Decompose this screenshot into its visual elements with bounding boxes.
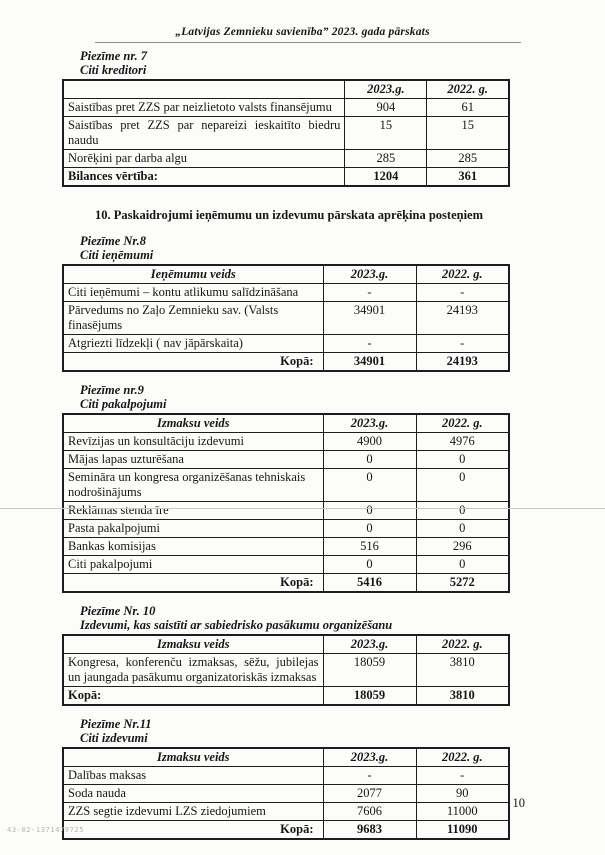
table-total-row: [63, 574, 509, 593]
table-row: [63, 520, 509, 538]
column-header-type: Izmaksu veids: [63, 635, 323, 654]
table-header-row: [63, 80, 509, 99]
note-8-title: Piezīme Nr.8: [80, 234, 146, 248]
note-7-title: Piezīme nr. 7: [80, 49, 148, 63]
row-label: Dalības maksas: [63, 767, 323, 785]
row-value: -: [323, 767, 416, 785]
row-value: -: [416, 335, 509, 353]
column-header-type: [63, 80, 345, 99]
total-value: 18059: [323, 687, 416, 706]
page-header-title: „Latvijas Zemnieku savienība” 2023. gada pārskats: [175, 26, 430, 38]
row-value: 18059: [323, 654, 416, 687]
row-label: Kongresa, konferenču izmaksas, sēžu, jubilejas un jaungada pasākumu organizatoriskās izmaksas: [63, 654, 323, 687]
row-value: 0: [416, 502, 509, 520]
table-row: [63, 150, 509, 168]
table-row: [63, 556, 509, 574]
note-7-table: [62, 79, 510, 187]
column-header-type: Ieņēmumu veids: [63, 265, 323, 284]
note-10-subtitle: Izdevumi, kas saistīti ar sabiedrisko pasākumu organizēšanu: [80, 618, 393, 632]
note-11-title: Piezīme Nr.11: [80, 717, 152, 731]
row-value: 0: [416, 520, 509, 538]
column-header-type: Izmaksu veids: [63, 748, 323, 767]
table-row: [63, 451, 509, 469]
row-value: 0: [416, 451, 509, 469]
row-value: 296: [416, 538, 509, 556]
column-header-year: 2022. g.: [427, 80, 509, 99]
row-value: 15: [427, 117, 509, 150]
column-header-year: 2023.g.: [323, 414, 416, 433]
note-8-subtitle: Citi ieņēmumi: [80, 248, 154, 262]
row-value: 11000: [416, 803, 509, 821]
column-header-year: 2022. g.: [416, 635, 509, 654]
note-8-table: [62, 264, 510, 372]
row-label: Saistības pret ZZS par neizlietoto valsts finansējumu: [63, 99, 345, 117]
row-value: 0: [416, 556, 509, 574]
table-row: [63, 502, 509, 520]
row-label: Mājas lapas uzturēšana: [63, 451, 323, 469]
note-10-block: [0, 604, 605, 706]
total-label: Kopā:: [63, 353, 323, 372]
header-divider: [95, 42, 521, 43]
table-total-row: [63, 687, 509, 706]
row-value: 4900: [323, 433, 416, 451]
row-value: -: [416, 284, 509, 302]
row-value: 2077: [323, 785, 416, 803]
table-header-row: [63, 265, 509, 284]
table-row: [63, 99, 509, 117]
column-header-year: 2022. g.: [416, 265, 509, 284]
table-total-row: [63, 353, 509, 372]
table-row: [63, 654, 509, 687]
total-value: 1204: [345, 168, 427, 187]
total-value: 361: [427, 168, 509, 187]
row-value: 15: [345, 117, 427, 150]
total-value: 11090: [416, 821, 509, 840]
table-header-row: [63, 635, 509, 654]
total-label: Bilances vērtība:: [63, 168, 345, 187]
row-value: 0: [323, 451, 416, 469]
table-row: [63, 469, 509, 502]
column-header-year: 2023.g.: [323, 748, 416, 767]
scan-artifact-line: [0, 508, 605, 509]
note-11-table: [62, 747, 510, 840]
note-10-title: Piezīme Nr. 10: [80, 604, 156, 618]
table-row: [63, 284, 509, 302]
row-label: Soda nauda: [63, 785, 323, 803]
total-label: Kopā:: [63, 821, 323, 840]
row-value: 0: [323, 469, 416, 502]
column-header-year: 2023.g.: [345, 80, 427, 99]
total-value: 9683: [323, 821, 416, 840]
note-8-block: [0, 234, 605, 372]
section-heading: 10. Paskaidrojumi ieņēmumu un izdevumu pārskata aprēķina posteņiem: [95, 208, 484, 222]
note-9-block: [0, 383, 605, 593]
row-value: 516: [323, 538, 416, 556]
row-value: 61: [427, 99, 509, 117]
row-label: Citi pakalpojumi: [63, 556, 323, 574]
row-value: -: [323, 284, 416, 302]
table-row: [63, 803, 509, 821]
column-header-year: 2023.g.: [323, 635, 416, 654]
row-value: -: [416, 767, 509, 785]
row-label: Citi ieņēmumi – kontu atlikumu salīdzināšana: [63, 284, 323, 302]
note-11-subtitle: Citi izdevumi: [80, 731, 148, 745]
table-row: [63, 785, 509, 803]
row-label: Revīzijas un konsultāciju izdevumi: [63, 433, 323, 451]
table-row: [63, 538, 509, 556]
table-row: [63, 767, 509, 785]
row-value: 0: [323, 520, 416, 538]
row-label: Bankas komisijas: [63, 538, 323, 556]
row-value: 24193: [416, 302, 509, 335]
column-header-year: 2023.g.: [323, 265, 416, 284]
row-value: 3810: [416, 654, 509, 687]
total-value: 34901: [323, 353, 416, 372]
row-value: 0: [323, 556, 416, 574]
total-value: 3810: [416, 687, 509, 706]
row-value: 0: [416, 469, 509, 502]
total-label: Kopā:: [63, 574, 323, 593]
table-row: [63, 117, 509, 150]
total-label: Kopā:: [63, 687, 323, 706]
column-header-type: Izmaksu veids: [63, 414, 323, 433]
note-7-subtitle: Citi kreditori: [80, 63, 147, 77]
row-label: ZZS segtie izdevumi LZS ziedojumiem: [63, 803, 323, 821]
row-label: Norēķini par darba algu: [63, 150, 345, 168]
table-row: [63, 302, 509, 335]
row-value: 34901: [323, 302, 416, 335]
note-10-table: [62, 634, 510, 706]
row-value: 90: [416, 785, 509, 803]
table-header-row: [63, 414, 509, 433]
row-value: 285: [345, 150, 427, 168]
page-number: 10: [512, 796, 525, 810]
row-label: Semināra un kongresa organizēšanas tehniskais nodrošinājums: [63, 469, 323, 502]
total-value: 24193: [416, 353, 509, 372]
note-9-subtitle: Citi pakalpojumi: [80, 397, 167, 411]
row-value: 7606: [323, 803, 416, 821]
note-7-block: [0, 49, 605, 187]
column-header-year: 2022. g.: [416, 414, 509, 433]
table-row: [63, 433, 509, 451]
note-9-table: [62, 413, 510, 593]
note-11-block: [0, 717, 605, 840]
table-total-row: [63, 168, 509, 187]
row-value: 904: [345, 99, 427, 117]
table-header-row: [63, 748, 509, 767]
column-header-year: 2022. g.: [416, 748, 509, 767]
row-label: Atgriezti līdzekļi ( nav jāpārskaita): [63, 335, 323, 353]
row-label: Reklāmas stenda īre: [63, 502, 323, 520]
table-total-row: [63, 821, 509, 840]
total-value: 5416: [323, 574, 416, 593]
row-value: 0: [323, 502, 416, 520]
scan-code: 43-02-1371479725: [7, 826, 85, 834]
row-value: 285: [427, 150, 509, 168]
table-row: [63, 335, 509, 353]
row-label: Pasta pakalpojumi: [63, 520, 323, 538]
note-9-title: Piezīme nr.9: [80, 383, 144, 397]
row-value: 4976: [416, 433, 509, 451]
row-label: Pārvedums no Zaļo Zemnieku sav. (Valsts finasējums: [63, 302, 323, 335]
row-label: Saistības pret ZZS par nepareizi ieskaitīto biedru naudu: [63, 117, 345, 150]
total-value: 5272: [416, 574, 509, 593]
row-value: -: [323, 335, 416, 353]
